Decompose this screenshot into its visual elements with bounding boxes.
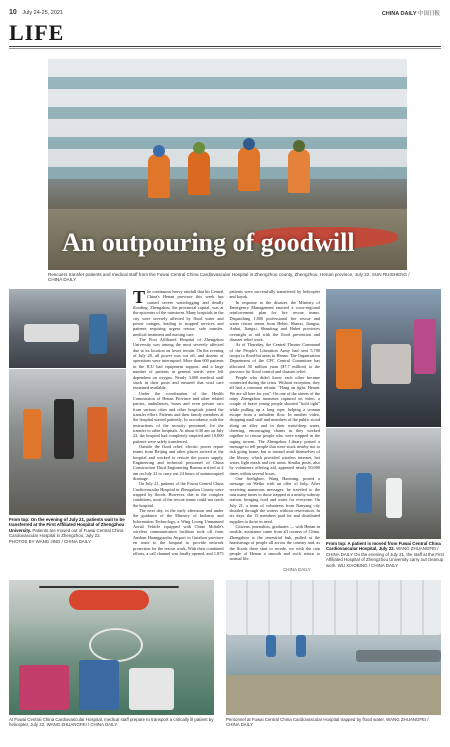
- rescuer-figure: [148, 154, 170, 198]
- bottom-left-caption-text: At Fuwai Central China Cardiovascular Hospital, medical staff prepare to transport a critically ill patient by helicopter, July 22.: [9, 717, 214, 728]
- right-photo-top: [326, 289, 441, 427]
- medical-staff: [89, 314, 107, 354]
- bottom-left-caption: [9, 717, 219, 728]
- rescuer-figure: [87, 407, 107, 462]
- bottom-left-photo: [9, 580, 214, 715]
- bottom-right-caption-credit: WANG ZHUANGFEI / CHINA DAILY: [226, 717, 429, 728]
- header-divider-thin: [9, 48, 441, 49]
- bottom-right-caption-text: Personnel at Fuwai Central China Cardiovascular Hospital trapped by flood water.: [226, 717, 385, 722]
- right-caption-2-credit: WU XIAOBING / CHINA DAILY: [337, 562, 399, 568]
- bottom-right-caption: [226, 717, 441, 728]
- article-paragraph: Citizens, journalists, graduates — with Henan in trouble, assistance came from all corners of China. Zhengzhou is the terrestrial hub, pulled at the heartstrings of people all across the country and, as the floods there start to recede, we wish the rain people of Henan a smooth and swift return to normal life.: [229, 524, 320, 562]
- rescuer-figure: [336, 329, 362, 389]
- publication-name: CHINA DAILY: [381, 11, 417, 17]
- article-paragraph: As of Thursday, the Central Theater Command of the People's Liberation Army had sent 5,700 troops to flood-hit areas in Henan. The Organization Department of the CPC Central Committee has allocated 50 million yuan ($7.7 million) to the province for flood control and disaster relief.: [229, 342, 320, 375]
- rescuer-figure: [188, 151, 210, 195]
- left-photo-bottom: [9, 369, 126, 515]
- article-body: [133, 289, 320, 567]
- rescuer-helmet: [193, 142, 205, 154]
- issue-date: July 24-25, 2021: [22, 10, 63, 16]
- left-photo-caption: [9, 517, 126, 544]
- article-paragraph: Outside the flood relief, electric power repair teams from Beijing and other places arrived at the hospital and worked to restore the power supply. Engineering and technical personnel of China Construction Third Engineering Bureau arrived at 4 am on July 22 to carry out 24 hours of uninterrupted drainage.: [133, 443, 224, 482]
- patient-bed: [24, 324, 79, 342]
- page-number: 10: [9, 9, 17, 16]
- left-photo-top: [9, 289, 126, 368]
- right-caption-2: On the evening of July 21, the staff at the First Affiliated Hospital of Zhengzhou University carry out cleanup work.: [326, 551, 444, 568]
- left-caption-1: From top: On the evening of July 21, patients wait to be transferred at the First Affiliated Hospital of Zhengzhou University.: [9, 517, 125, 533]
- walkway: [356, 650, 441, 662]
- hospital-building: [48, 59, 407, 179]
- right-photo-caption: [326, 541, 444, 568]
- rotor-blade: [39, 586, 179, 588]
- helicopter: [69, 590, 149, 610]
- rescuer-figure: [288, 149, 310, 193]
- staff-figure: [386, 478, 402, 518]
- article-paragraph: One firefighter, Wang Haoming, posted a message on Weibo with an offer of help. After receiving numerous messages, he traveled to the rain many times to those trapped at a nearby subway station, bringing food and water for everyone. On July 21, a team of volunteers from Nanyang city shuttled through the waters without reservation. In six days, the 15 members paid for and distributed supplies to those in need.: [229, 476, 320, 524]
- rescuer-helmet: [293, 140, 305, 152]
- rescuer-figure: [54, 399, 74, 459]
- patient-figure: [371, 344, 411, 384]
- headline: An outpouring of goodwill: [62, 228, 355, 257]
- right-photo-bottom: [326, 428, 441, 539]
- hero-caption: [48, 272, 418, 282]
- helipad-mark: [89, 628, 143, 662]
- right-caption-1: From top: A patient is moved from Fuwai Central China Cardiovascular Hospital, July 22.: [326, 541, 441, 552]
- medical-staff: [19, 665, 69, 710]
- rescuer-figure: [414, 319, 436, 374]
- hero-caption-text: Rescuers transfer patients and medical staff from the Fuwai Central China Cardiovascular Hospital in Zhengzhou county, Zhengzhou, Henan province, July 22.: [48, 272, 371, 277]
- article-paragraph: Under the coordination of the Health Commission of Henan Province and other related parties, ambulances, buses and even private cars from various cities and other hospitals joined the transfer effort. Patients and their family members at the hospital waited patiently. In accordance with the instructions of the security personnel, for the transfer to other hospitals. At about 6:30 am on July 23, the hospital had completely emptied and 10,000 patients were safely transferred.: [133, 390, 224, 444]
- publication-name-cn: 中国日报: [417, 11, 440, 17]
- medical-staff: [129, 668, 174, 710]
- page-header-right: [382, 9, 440, 17]
- drop-cap: T: [133, 287, 146, 307]
- bottom-right-photo: [226, 580, 441, 715]
- medical-staff: [79, 660, 119, 710]
- article-paragraph: The continuous heavy rainfall that hit Central China's Henan province this week has caused severe waterlogging and deadly flooding. Zhengzhou, the provincial capital, was at the epicenter of the rainstorm. Many hospitals in the city were severely affected by flood water and power outages, leading to stopped services and patients requiring urgent rescue, safe transfer, medical treatment and nursing care.: [133, 287, 224, 337]
- staff-figure: [356, 473, 372, 513]
- article-paragraph: People who didn't know each other became connected during the crisis. Without exception, they all had a common refrain: "Hang on tight, Henan. We are all here for you". On one of the streets of the rainy Zhengzhou moments captured on video, a couple of brave young people shouted "hold tight" while pulling up a long rope, helping a woman escape from a turbulent flow. In another video, shopping mall staff and members of the public stood along an alley and in their waist-deep water, cheering, encouraging chants as they worked together to rescue people who were trapped in the raging torrent. The Zhengzhou Library posted a message to tell people that were stuck nearby not to risk going home, but to instead avail themselves of the library, which provided wireless internet, hot water, light meals and rest areas. Similar posts, also by volunteers offering aid, appeared nearly 50,000 times within several hours.: [229, 374, 320, 476]
- hero-caption-credit: SUN RUISHENG / CHINA DAILY: [48, 272, 410, 282]
- bottom-left-caption-credit: WANG ZHUANGFEI / CHINA DAILY: [46, 722, 118, 728]
- rescuer-figure: [238, 147, 260, 191]
- left-caption-credit: PHOTOS BY WANG JING / CHINA DAILY: [9, 538, 92, 544]
- flood-water: [226, 675, 441, 715]
- article-paragraph: In response to the disaster, the Ministry of Emergency Management enacted a cross-regional reinforcement plan for fire rescue teams. Dispatching 1,800 professional fire rescue and water rescue teams from Hebei, Shanxi, Jiangsu, Anhui, Jiangxi, Shandong and Hubei provinces overnight to aid with the flood prevention and disaster relief work.: [229, 299, 320, 343]
- article-paragraph: The First Affiliated Hospital of Zhengzhou University was among the most severely affected due to its location on lower terrain. On the evening of July 20, all power was cut off, and dozens of operations were interrupted. More than 600 patients in the ICU had equipment support, and a large number of patients in general wards were left dependent on oxygen. Nearly 3,000 medical staff stuck in their posts and ensured that vital care remained available.: [133, 337, 224, 391]
- left-caption-2: Patients are moved out of Fuwai Central China Cardiovascular Hospital in Zhengzhou, July 22.: [9, 527, 124, 539]
- rescuer-helmet: [243, 138, 255, 150]
- header-divider: [9, 46, 441, 47]
- staff-figure: [266, 635, 276, 657]
- rescuer-helmet: [153, 145, 165, 157]
- article-paragraph: The next day, in the early afternoon and under the guidance of the Ministry of Industry and Information Technology, a Wing Loong Unmanned Aerial Vehicle equipped with China Mobile's wireless communication facilities took off from Anshun Huangguoshu Airport in Guizhou province en route to the hospital to provide network protection for the rescue work. With their combined efforts, a call channel was finally opened, and 1,875 patients were successfully transferred by helicopter and kayak.: [133, 289, 320, 556]
- section-title: LIFE: [9, 20, 65, 45]
- staff-figure: [296, 635, 306, 657]
- article-paragraph: On July 21, patients of the Fuwai Central China Cardiovascular Hospital in Zhengzhou County were trapped by floods. However, due to the complex conditions, most of the rescue teams could not reach the hospital.: [133, 481, 224, 508]
- article-byline: CHINA DAILY: [283, 567, 311, 572]
- right-caption-1-credit: WANG ZHUANGFEI / CHINA DAILY: [326, 546, 439, 557]
- hospital-facade: [226, 580, 441, 635]
- rescuer-figure: [23, 409, 41, 459]
- page-header-left: [9, 9, 63, 16]
